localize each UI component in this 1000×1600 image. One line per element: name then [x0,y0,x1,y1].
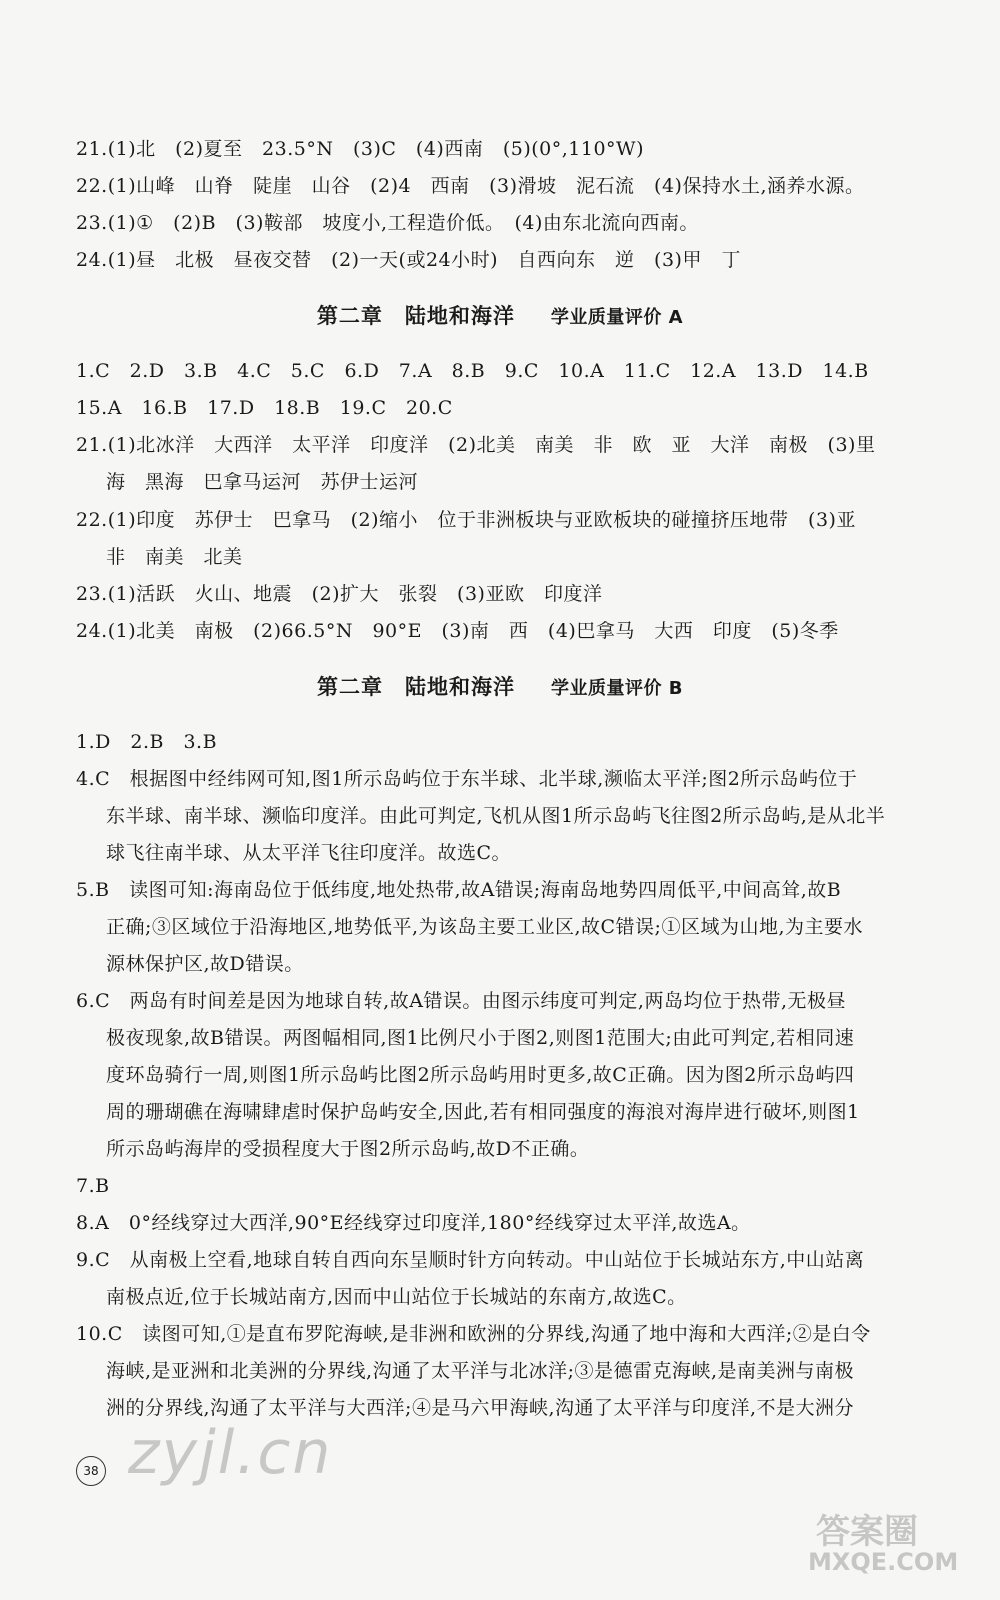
answer-line: 1.C 2.D 3.B 4.C 5.C 6.D 7.A 8.B 9.C 10.A 11.C 12.A 13.D 14.B [76,360,869,382]
page-number: 38 [76,1456,106,1486]
answer-line: 22.(1)印度 苏伊士 巴拿马 (2)缩小 位于非洲板块与亚欧板块的碰撞挤压地带 (3)亚 [76,509,856,531]
section-title: 第二章 陆地和海洋 [317,675,515,699]
answer-line: 海峡,是亚洲和北美洲的分界线,沟通了太平洋与北冰洋;③是德雷克海峡,是南美洲与南极 [106,1360,855,1382]
answer-line: 15.A 16.B 17.D 18.B 19.C 20.C [76,397,453,419]
answer-line: 东半球、南半球、濒临印度洋。由此可判定,飞机从图1所示岛屿飞往图2所示岛屿,是从北半 [106,805,886,827]
watermark-url: MXQE.COM [808,1548,959,1576]
section-heading-a [0,300,1000,334]
answer-line: 非 南美 北美 [106,546,243,568]
answer-line: 度环岛骑行一周,则图1所示岛屿比图2所示岛屿用时更多,故C正确。因为图2所示岛屿四 [106,1064,855,1086]
section-subtitle: 学业质量评价 A [550,307,684,328]
answer-line: 22.(1)山峰 山脊 陡崖 山谷 (2)4 西南 (3)滑坡 泥石流 (4)保持水土,涵养水源。 [76,175,865,197]
answer-line: 1.D 2.B 3.B [76,731,218,753]
answer-line: 5.B 读图可知:海南岛位于低纬度,地处热带,故A错误;海南岛地势四周低平,中间高耸,故B [76,879,842,901]
answer-line: 23.(1)① (2)B (3)鞍部 坡度小,工程造价低。 (4)由东北流向西南。 [76,212,699,234]
watermark-site: zyjl.cn [128,1418,333,1488]
answer-line: 23.(1)活跃 火山、地震 (2)扩大 张裂 (3)亚欧 印度洋 [76,583,603,605]
answer-line: 球飞往南半球、从太平洋飞往印度洋。故选C。 [106,842,512,864]
answer-line: 极夜现象,故B错误。两图幅相同,图1比例尺小于图2,则图1范围大;由此可判定,若相同速 [106,1027,855,1049]
answer-line: 10.C 读图可知,①是直布罗陀海峡,是非洲和欧洲的分界线,沟通了地中海和大西洋;②是白令 [76,1323,871,1345]
answer-line: 21.(1)北 (2)夏至 23.5°N (3)C (4)西南 (5)(0°,110°W) [76,138,644,160]
answer-line: 9.C 从南极上空看,地球自转自西向东呈顺时针方向转动。中山站位于长城站东方,中山站离 [76,1249,865,1271]
watermark-logo: 答案圈 [816,1512,918,1552]
answer-line: 6.C 两岛有时间差是因为地球自转,故A错误。由图示纬度可判定,两岛均位于热带,无极昼 [76,990,847,1012]
answer-line: 4.C 根据图中经纬网可知,图1所示岛屿位于东半球、北半球,濒临太平洋;图2所示岛屿位于 [76,768,858,790]
answer-line: 8.A 0°经线穿过大西洋,90°E经线穿过印度洋,180°经线穿过太平洋,故选A。 [76,1212,751,1234]
answer-line: 所示岛屿海岸的受损程度大于图2所示岛屿,故D不正确。 [106,1138,590,1160]
answer-line: 海 黑海 巴拿马运河 苏伊士运河 [106,471,419,493]
section-heading-b [0,671,1000,705]
answer-line: 周的珊瑚礁在海啸肆虐时保护岛屿安全,因此,若有相同强度的海浪对海岸进行破坏,则图1 [106,1101,860,1123]
answer-line: 洲的分界线,沟通了太平洋与大西洋;④是马六甲海峡,沟通了太平洋与印度洋,不是大洲分 [106,1397,855,1419]
answer-line: 24.(1)北美 南极 (2)66.5°N 90°E (3)南 西 (4)巴拿马 大西 印度 (5)冬季 [76,620,839,642]
answer-line: 正确;③区域位于沿海地区,地势低平,为该岛主要工业区,故C错误;①区域为山地,为主要水 [106,916,864,938]
section-subtitle: 学业质量评价 B [551,678,683,699]
answer-line: 21.(1)北冰洋 大西洋 太平洋 印度洋 (2)北美 南美 非 欧 亚 大洋 南极 (3)里 [76,434,876,456]
section-title: 第二章 陆地和海洋 [316,304,515,328]
answer-line: 南极点近,位于长城站南方,因而中山站位于长城站的东南方,故选C。 [106,1286,687,1308]
answer-line: 24.(1)昼 北极 昼夜交替 (2)一天(或24小时) 自西向东 逆 (3)甲 丁 [76,249,741,271]
answer-line: 7.B [76,1175,110,1197]
answer-line: 源林保护区,故D错误。 [106,953,304,975]
